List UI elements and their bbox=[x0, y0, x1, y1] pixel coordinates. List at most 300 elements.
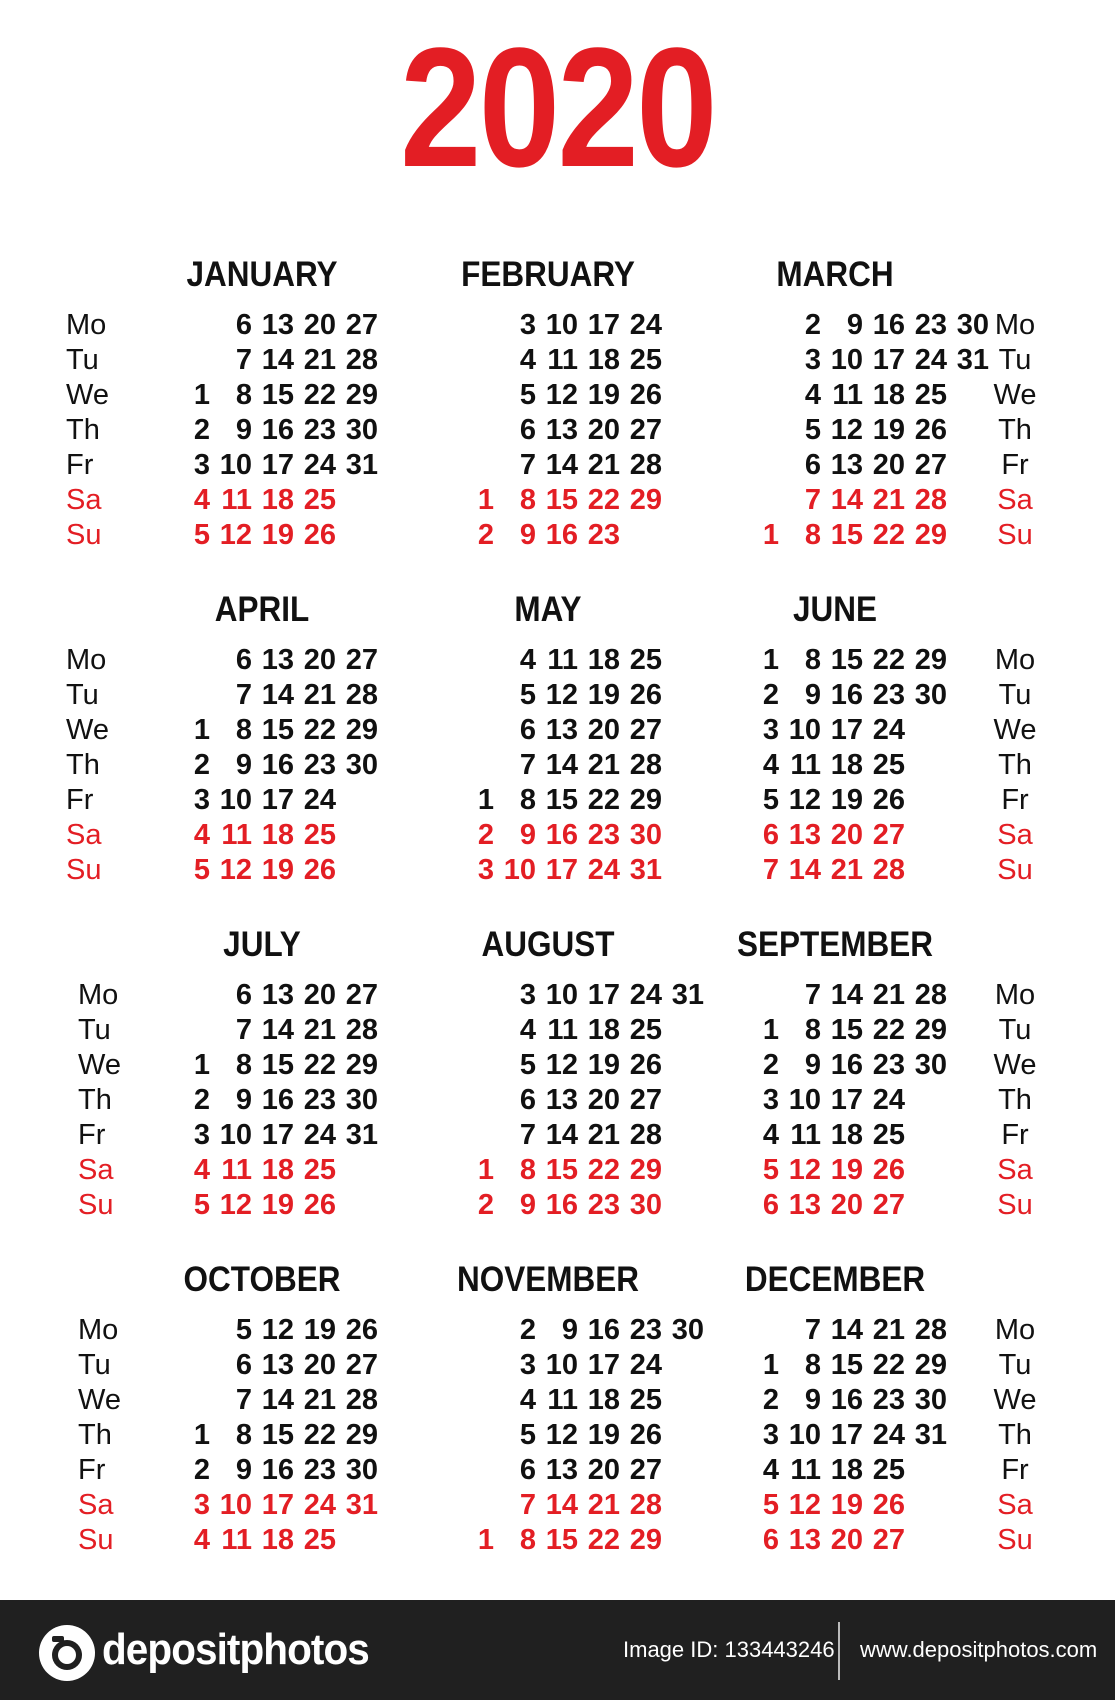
day-cell: 24 bbox=[303, 1489, 336, 1521]
day-cell: 2 bbox=[477, 519, 494, 551]
day-cell: 11 bbox=[221, 484, 252, 516]
day-cell: 14 bbox=[261, 344, 294, 376]
day-cell: 3 bbox=[193, 1119, 210, 1151]
day-cell: 11 bbox=[221, 1524, 252, 1556]
day-cell: 2 bbox=[193, 1454, 210, 1486]
weekday-label-left: Mo bbox=[78, 1314, 119, 1346]
day-cell: 13 bbox=[545, 414, 578, 446]
day-cell: 7 bbox=[235, 344, 252, 376]
day-cell: 27 bbox=[872, 819, 905, 851]
day-cell: 30 bbox=[345, 1084, 378, 1116]
day-cell: 19 bbox=[261, 1189, 294, 1221]
day-cell: 23 bbox=[303, 1084, 336, 1116]
day-cell: 25 bbox=[914, 379, 947, 411]
day-cell: 4 bbox=[519, 1384, 536, 1416]
day-cell: 27 bbox=[629, 1454, 662, 1486]
day-cell: 17 bbox=[545, 854, 578, 886]
weekday-label-left: Sa bbox=[66, 484, 102, 516]
weekday-label-right: Fr bbox=[1001, 784, 1029, 816]
day-cell: 11 bbox=[790, 1119, 821, 1151]
day-cell: 27 bbox=[872, 1189, 905, 1221]
day-cell: 1 bbox=[193, 714, 210, 746]
day-cell: 12 bbox=[545, 1049, 578, 1081]
day-cell: 22 bbox=[587, 1524, 620, 1556]
day-cell: 31 bbox=[914, 1419, 947, 1451]
day-cell: 17 bbox=[261, 1119, 294, 1151]
day-cell: 2 bbox=[519, 1314, 536, 1346]
day-cell: 14 bbox=[261, 679, 294, 711]
weekday-label-left: Mo bbox=[78, 979, 119, 1011]
day-cell: 13 bbox=[261, 1349, 294, 1381]
day-cell: 29 bbox=[629, 1154, 662, 1186]
day-cell: 21 bbox=[303, 679, 336, 711]
day-cell: 13 bbox=[545, 1084, 578, 1116]
weekday-label-right: Th bbox=[998, 749, 1032, 781]
day-cell: 31 bbox=[345, 1119, 378, 1151]
day-cell: 5 bbox=[519, 679, 536, 711]
day-cell: 24 bbox=[872, 1084, 905, 1116]
day-cell: 1 bbox=[193, 379, 210, 411]
day-cell: 17 bbox=[261, 1489, 294, 1521]
day-cell: 14 bbox=[830, 979, 863, 1011]
day-cell: 17 bbox=[872, 344, 905, 376]
day-cell: 1 bbox=[762, 1349, 779, 1381]
day-cell: 7 bbox=[804, 1314, 821, 1346]
day-cell: 14 bbox=[830, 484, 863, 516]
weekday-label-left: We bbox=[78, 1049, 121, 1081]
day-cell: 30 bbox=[629, 1189, 662, 1221]
day-cell: 1 bbox=[477, 1154, 494, 1186]
day-cell: 3 bbox=[519, 979, 536, 1011]
day-cell: 3 bbox=[193, 1489, 210, 1521]
day-cell: 27 bbox=[629, 714, 662, 746]
day-cell: 7 bbox=[235, 1014, 252, 1046]
day-cell: 27 bbox=[345, 644, 378, 676]
day-cell: 28 bbox=[914, 484, 947, 516]
day-cell: 16 bbox=[545, 819, 578, 851]
day-cell: 23 bbox=[587, 819, 620, 851]
day-cell: 16 bbox=[830, 679, 863, 711]
day-cell: 21 bbox=[303, 344, 336, 376]
day-cell: 29 bbox=[345, 714, 378, 746]
day-cell: 23 bbox=[303, 414, 336, 446]
day-cell: 19 bbox=[830, 1489, 863, 1521]
day-cell: 14 bbox=[261, 1384, 294, 1416]
day-cell: 2 bbox=[762, 1384, 779, 1416]
day-cell: 1 bbox=[762, 644, 779, 676]
day-cell: 6 bbox=[235, 644, 252, 676]
day-cell: 11 bbox=[221, 1154, 252, 1186]
day-cell: 18 bbox=[261, 819, 294, 851]
weekday-label-right: Th bbox=[998, 1419, 1032, 1451]
day-cell: 23 bbox=[303, 749, 336, 781]
day-cell: 26 bbox=[303, 1189, 336, 1221]
day-cell: 26 bbox=[345, 1314, 378, 1346]
weekday-label-right: Sa bbox=[997, 1489, 1033, 1521]
day-cell: 18 bbox=[261, 1524, 294, 1556]
weekday-label-right: Th bbox=[998, 414, 1032, 446]
day-cell: 3 bbox=[762, 714, 779, 746]
weekday-label-left: Sa bbox=[78, 1489, 114, 1521]
day-cell: 21 bbox=[872, 979, 905, 1011]
day-cell: 15 bbox=[830, 644, 863, 676]
day-cell: 15 bbox=[545, 1524, 578, 1556]
day-cell: 1 bbox=[477, 484, 494, 516]
day-cell: 24 bbox=[629, 979, 662, 1011]
day-cell: 18 bbox=[587, 644, 620, 676]
day-cell: 8 bbox=[519, 484, 536, 516]
weekday-label-left: Th bbox=[66, 414, 100, 446]
day-cell: 27 bbox=[872, 1524, 905, 1556]
weekday-label-left: Tu bbox=[66, 344, 99, 376]
weekday-label-right: We bbox=[993, 379, 1037, 411]
day-cell: 18 bbox=[261, 1154, 294, 1186]
weekday-label-left: Su bbox=[78, 1189, 114, 1221]
day-cell: 7 bbox=[235, 679, 252, 711]
day-cell: 26 bbox=[629, 1419, 662, 1451]
day-cell: 1 bbox=[762, 1014, 779, 1046]
day-cell: 6 bbox=[519, 1084, 536, 1116]
day-cell: 28 bbox=[914, 1314, 947, 1346]
day-cell: 24 bbox=[629, 1349, 662, 1381]
weekday-label-left: Su bbox=[66, 854, 102, 886]
weekday-label-right: Su bbox=[997, 1189, 1033, 1221]
weekday-label-left: Su bbox=[78, 1524, 114, 1556]
weekday-label-left: We bbox=[78, 1384, 121, 1416]
day-cell: 3 bbox=[804, 344, 821, 376]
day-cell: 22 bbox=[303, 714, 336, 746]
day-cell: 23 bbox=[587, 519, 620, 551]
day-cell: 17 bbox=[261, 449, 294, 481]
day-cell: 9 bbox=[519, 1189, 536, 1221]
day-cell: 24 bbox=[629, 309, 662, 341]
day-cell: 6 bbox=[762, 1524, 779, 1556]
day-cell: 5 bbox=[193, 854, 210, 886]
day-cell: 18 bbox=[587, 344, 620, 376]
day-cell: 30 bbox=[914, 679, 947, 711]
weekday-label-right: We bbox=[993, 1049, 1037, 1081]
day-cell: 30 bbox=[345, 1454, 378, 1486]
day-cell: 6 bbox=[235, 309, 252, 341]
day-cell: 13 bbox=[788, 819, 821, 851]
day-cell: 16 bbox=[830, 1384, 863, 1416]
camera-logo-icon bbox=[38, 1624, 96, 1682]
day-cell: 2 bbox=[477, 819, 494, 851]
watermark-footer bbox=[0, 1600, 1115, 1700]
day-cell: 26 bbox=[303, 519, 336, 551]
day-cell: 13 bbox=[545, 1454, 578, 1486]
day-cell: 11 bbox=[832, 379, 863, 411]
day-cell: 30 bbox=[914, 1384, 947, 1416]
day-cell: 2 bbox=[477, 1189, 494, 1221]
day-cell: 4 bbox=[519, 644, 536, 676]
day-cell: 21 bbox=[872, 1314, 905, 1346]
day-cell: 20 bbox=[587, 714, 620, 746]
day-cell: 3 bbox=[193, 449, 210, 481]
day-cell: 7 bbox=[804, 484, 821, 516]
day-cell: 9 bbox=[235, 414, 252, 446]
day-cell: 17 bbox=[830, 1084, 863, 1116]
day-cell: 14 bbox=[788, 854, 821, 886]
day-cell: 26 bbox=[629, 379, 662, 411]
day-cell: 12 bbox=[788, 1489, 821, 1521]
weekday-label-right: Su bbox=[997, 1524, 1033, 1556]
day-cell: 9 bbox=[235, 1454, 252, 1486]
day-cell: 5 bbox=[762, 1489, 779, 1521]
weekday-label-right: Mo bbox=[994, 979, 1036, 1011]
month-title: SEPTEMBER bbox=[736, 925, 934, 964]
day-cell: 30 bbox=[345, 749, 378, 781]
day-cell: 15 bbox=[545, 784, 578, 816]
day-cell: 25 bbox=[303, 484, 336, 516]
day-cell: 3 bbox=[762, 1419, 779, 1451]
day-cell: 6 bbox=[762, 819, 779, 851]
day-cell: 20 bbox=[587, 1084, 620, 1116]
day-cell: 20 bbox=[830, 1189, 863, 1221]
day-cell: 10 bbox=[788, 1419, 821, 1451]
day-cell: 8 bbox=[804, 644, 821, 676]
month-title: OCTOBER bbox=[183, 1260, 341, 1299]
day-cell: 22 bbox=[872, 1014, 905, 1046]
weekday-label-left: Tu bbox=[78, 1014, 111, 1046]
day-cell: 5 bbox=[519, 1419, 536, 1451]
day-cell: 25 bbox=[629, 344, 662, 376]
day-cell: 25 bbox=[629, 1014, 662, 1046]
day-cell: 31 bbox=[629, 854, 662, 886]
day-cell: 14 bbox=[545, 749, 578, 781]
year-title: 2020 bbox=[400, 13, 715, 203]
weekday-label-left: Th bbox=[78, 1084, 112, 1116]
day-cell: 26 bbox=[872, 784, 905, 816]
weekday-label-right: We bbox=[993, 714, 1037, 746]
day-cell: 4 bbox=[519, 1014, 536, 1046]
day-cell: 9 bbox=[804, 1384, 821, 1416]
day-cell: 12 bbox=[219, 1189, 252, 1221]
day-cell: 31 bbox=[345, 1489, 378, 1521]
day-cell: 18 bbox=[872, 379, 905, 411]
day-cell: 13 bbox=[830, 449, 863, 481]
footer-divider bbox=[838, 1622, 840, 1680]
day-cell: 16 bbox=[261, 749, 294, 781]
day-cell: 23 bbox=[587, 1189, 620, 1221]
day-cell: 18 bbox=[830, 1119, 863, 1151]
day-cell: 10 bbox=[219, 449, 252, 481]
weekday-label-left: Fr bbox=[66, 449, 94, 481]
weekday-label-right: Th bbox=[998, 1084, 1032, 1116]
day-cell: 25 bbox=[872, 1454, 905, 1486]
day-cell: 25 bbox=[872, 1119, 905, 1151]
day-cell: 13 bbox=[788, 1524, 821, 1556]
day-cell: 22 bbox=[587, 484, 620, 516]
day-cell: 12 bbox=[788, 784, 821, 816]
day-cell: 21 bbox=[830, 854, 863, 886]
day-cell: 9 bbox=[561, 1314, 578, 1346]
month-title: DECEMBER bbox=[744, 1260, 926, 1299]
day-cell: 8 bbox=[519, 784, 536, 816]
day-cell: 30 bbox=[671, 1314, 704, 1346]
day-cell: 17 bbox=[587, 1349, 620, 1381]
weekday-label-right: Su bbox=[997, 519, 1033, 551]
day-cell: 14 bbox=[830, 1314, 863, 1346]
day-cell: 26 bbox=[872, 1154, 905, 1186]
day-cell: 9 bbox=[804, 1049, 821, 1081]
day-cell: 13 bbox=[545, 714, 578, 746]
day-cell: 2 bbox=[193, 414, 210, 446]
logo-wordmark: depositphotos bbox=[102, 1625, 369, 1674]
day-cell: 6 bbox=[235, 1349, 252, 1381]
day-cell: 4 bbox=[193, 1524, 210, 1556]
day-cell: 28 bbox=[345, 1014, 378, 1046]
day-cell: 12 bbox=[788, 1154, 821, 1186]
day-cell: 24 bbox=[872, 1419, 905, 1451]
day-cell: 29 bbox=[345, 379, 378, 411]
day-cell: 20 bbox=[830, 1524, 863, 1556]
day-cell: 23 bbox=[872, 1049, 905, 1081]
day-cell: 28 bbox=[629, 749, 662, 781]
day-cell: 22 bbox=[872, 644, 905, 676]
day-cell: 29 bbox=[914, 519, 947, 551]
month-title: JANUARY bbox=[186, 255, 338, 294]
weekday-label-right: Fr bbox=[1001, 1119, 1029, 1151]
day-cell: 4 bbox=[193, 484, 210, 516]
day-cell: 16 bbox=[830, 1049, 863, 1081]
day-cell: 24 bbox=[914, 344, 947, 376]
day-cell: 28 bbox=[345, 344, 378, 376]
day-cell: 19 bbox=[830, 1154, 863, 1186]
day-cell: 10 bbox=[219, 784, 252, 816]
day-cell: 22 bbox=[303, 379, 336, 411]
day-cell: 11 bbox=[547, 1384, 578, 1416]
day-cell: 6 bbox=[762, 1189, 779, 1221]
day-cell: 5 bbox=[762, 784, 779, 816]
day-cell: 16 bbox=[261, 1084, 294, 1116]
day-cell: 19 bbox=[261, 854, 294, 886]
day-cell: 21 bbox=[872, 484, 905, 516]
day-cell: 15 bbox=[261, 714, 294, 746]
month-title: MAY bbox=[514, 590, 582, 629]
day-cell: 8 bbox=[235, 1049, 252, 1081]
day-cell: 7 bbox=[519, 1489, 536, 1521]
day-cell: 12 bbox=[219, 854, 252, 886]
day-cell: 11 bbox=[221, 819, 252, 851]
day-cell: 28 bbox=[629, 449, 662, 481]
day-cell: 25 bbox=[629, 1384, 662, 1416]
day-cell: 15 bbox=[261, 1049, 294, 1081]
day-cell: 2 bbox=[193, 1084, 210, 1116]
site-url: www.depositphotos.com bbox=[860, 1637, 1098, 1662]
weekday-label-left: Th bbox=[78, 1419, 112, 1451]
weekday-label-left: Sa bbox=[78, 1154, 114, 1186]
day-cell: 11 bbox=[547, 1014, 578, 1046]
day-cell: 8 bbox=[804, 1349, 821, 1381]
day-cell: 4 bbox=[804, 379, 821, 411]
day-cell: 20 bbox=[303, 1349, 336, 1381]
day-cell: 20 bbox=[587, 414, 620, 446]
day-cell: 2 bbox=[762, 679, 779, 711]
day-cell: 31 bbox=[345, 449, 378, 481]
day-cell: 28 bbox=[914, 979, 947, 1011]
day-cell: 30 bbox=[345, 414, 378, 446]
day-cell: 21 bbox=[587, 449, 620, 481]
weekday-label-right: Tu bbox=[998, 344, 1032, 376]
day-cell: 21 bbox=[303, 1384, 336, 1416]
day-cell: 6 bbox=[519, 714, 536, 746]
day-cell: 12 bbox=[545, 1419, 578, 1451]
day-cell: 26 bbox=[872, 1489, 905, 1521]
weekday-label-left: Tu bbox=[78, 1349, 111, 1381]
month-title: MARCH bbox=[776, 255, 894, 294]
day-cell: 26 bbox=[914, 414, 947, 446]
day-cell: 13 bbox=[261, 644, 294, 676]
day-cell: 9 bbox=[519, 819, 536, 851]
day-cell: 4 bbox=[762, 1454, 779, 1486]
day-cell: 2 bbox=[804, 309, 821, 341]
day-cell: 16 bbox=[261, 1454, 294, 1486]
weekday-label-left: Mo bbox=[66, 644, 107, 676]
day-cell: 5 bbox=[519, 1049, 536, 1081]
day-cell: 23 bbox=[872, 679, 905, 711]
day-cell: 10 bbox=[788, 714, 821, 746]
day-cell: 11 bbox=[547, 344, 578, 376]
day-cell: 3 bbox=[762, 1084, 779, 1116]
day-cell: 21 bbox=[587, 1489, 620, 1521]
weekday-label-right: Mo bbox=[994, 309, 1036, 341]
day-cell: 7 bbox=[804, 979, 821, 1011]
weekday-label-right: Mo bbox=[994, 644, 1036, 676]
day-cell: 22 bbox=[587, 784, 620, 816]
weekday-label-right: We bbox=[993, 1384, 1037, 1416]
day-cell: 17 bbox=[587, 309, 620, 341]
day-cell: 21 bbox=[587, 749, 620, 781]
day-cell: 12 bbox=[261, 1314, 294, 1346]
day-cell: 20 bbox=[303, 309, 336, 341]
day-cell: 15 bbox=[261, 1419, 294, 1451]
day-cell: 26 bbox=[629, 679, 662, 711]
day-cell: 28 bbox=[345, 1384, 378, 1416]
day-cell: 18 bbox=[587, 1384, 620, 1416]
day-cell: 7 bbox=[519, 449, 536, 481]
day-cell: 18 bbox=[261, 484, 294, 516]
day-cell: 6 bbox=[519, 1454, 536, 1486]
day-cell: 20 bbox=[303, 979, 336, 1011]
day-cell: 18 bbox=[830, 1454, 863, 1486]
day-cell: 29 bbox=[914, 1349, 947, 1381]
weekday-label-right: Tu bbox=[998, 1014, 1032, 1046]
day-cell: 8 bbox=[519, 1154, 536, 1186]
weekday-label-right: Mo bbox=[994, 1314, 1036, 1346]
day-cell: 20 bbox=[587, 1454, 620, 1486]
day-cell: 29 bbox=[345, 1419, 378, 1451]
day-cell: 6 bbox=[235, 979, 252, 1011]
day-cell: 19 bbox=[303, 1314, 336, 1346]
day-cell: 28 bbox=[872, 854, 905, 886]
day-cell: 5 bbox=[519, 379, 536, 411]
weekday-label-left: Mo bbox=[66, 309, 107, 341]
day-cell: 27 bbox=[345, 1349, 378, 1381]
day-cell: 25 bbox=[303, 1154, 336, 1186]
day-cell: 9 bbox=[804, 679, 821, 711]
day-cell: 23 bbox=[629, 1314, 662, 1346]
day-cell: 4 bbox=[762, 749, 779, 781]
day-cell: 5 bbox=[804, 414, 821, 446]
day-cell: 28 bbox=[629, 1119, 662, 1151]
day-cell: 17 bbox=[587, 979, 620, 1011]
day-cell: 30 bbox=[956, 309, 989, 341]
weekday-label-right: Tu bbox=[998, 679, 1032, 711]
day-cell: 4 bbox=[193, 1154, 210, 1186]
weekday-label-left: We bbox=[66, 714, 109, 746]
day-cell: 8 bbox=[235, 1419, 252, 1451]
